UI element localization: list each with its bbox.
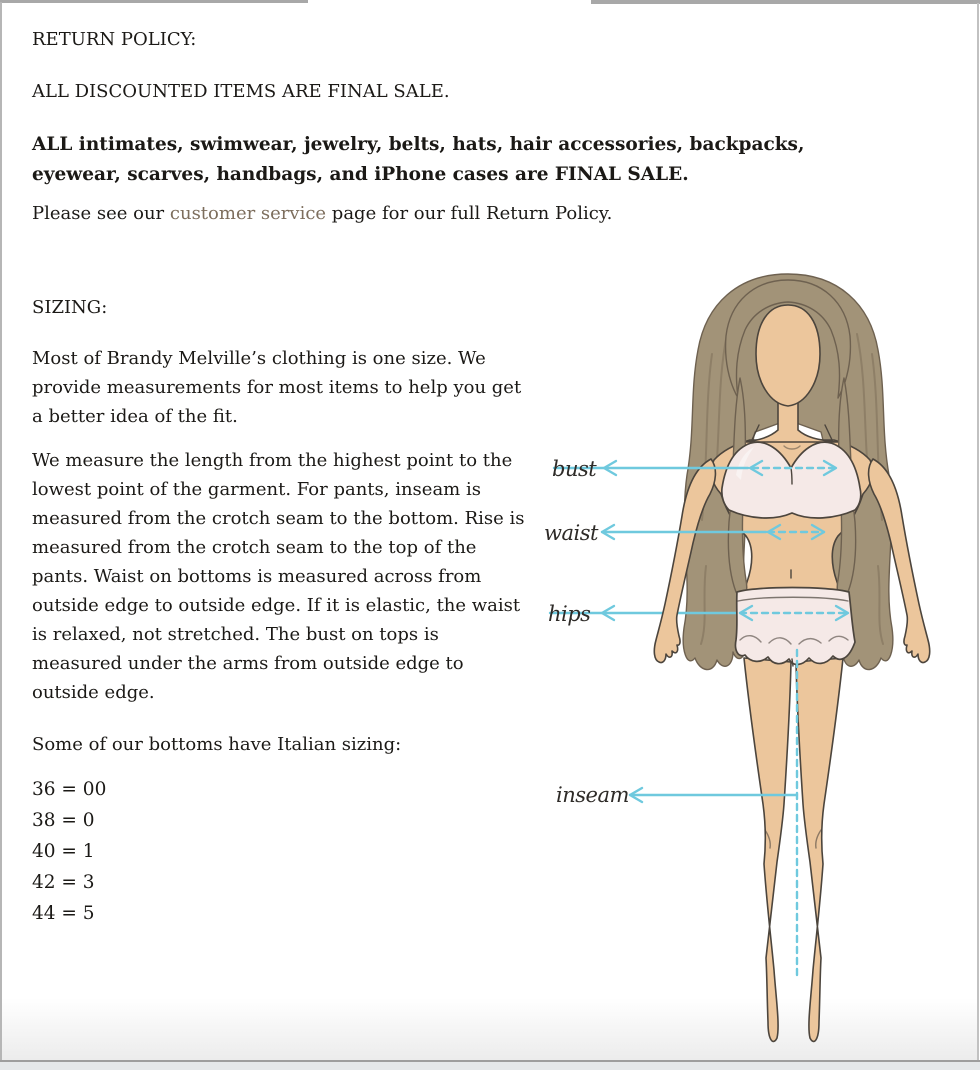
size-conversion-row: 40 = 1: [32, 841, 95, 862]
final-sale-notice: [32, 130, 948, 190]
sizing-diagram-illustration: [540, 270, 980, 1070]
italian-sizing-intro: Some of our bottoms have Italian sizing:: [32, 734, 402, 755]
discount-final-sale-line: ALL DISCOUNTED ITEMS ARE FINAL SALE.: [32, 81, 450, 102]
size-conversion-row: 44 = 5: [32, 903, 95, 924]
sizing-intro: Most of Brandy Melville’s clothing is one size. We provide measurements for most items to help you get a better idea of the fit.: [32, 348, 522, 427]
inseam-label: inseam: [556, 783, 629, 807]
size-conversion-row: 38 = 0: [32, 810, 95, 831]
customer-service-line: [32, 202, 948, 226]
final-sale-notice-line1: ALL intimates, swimwear, jewelry, belts, hats, hair accessories, backpacks,: [32, 134, 805, 155]
sizing-heading: SIZING:: [32, 297, 108, 318]
final-sale-notice-line2: eyewear, scarves, handbags, and iPhone cases are FINAL SALE.: [32, 164, 689, 185]
bust-label: bust: [552, 457, 597, 481]
size-conversion-list: [32, 774, 532, 929]
customer-service-link[interactable]: customer service: [169, 203, 327, 224]
sizing-measurement-details: We measure the length from the highest point to the lowest point of the garment. For pants, inseam is measured from the crotch seam to the bottom. Rise is measured from the crotch seam to the top of the pants. Waist on bottoms is measured across from outside edge to outside edge. If it is elastic, the waist is relaxed, not stretched. The bust on tops is measured under the arms from outside edge to outside edge.: [32, 450, 525, 703]
window-edge-top-left: [0, 0, 308, 3]
hips-label: hips: [548, 602, 591, 626]
return-policy-heading: RETURN POLICY:: [32, 29, 197, 50]
size-conversion-row: 36 = 00: [32, 779, 107, 800]
customer-service-suffix: page for our full Return Policy.: [326, 203, 613, 224]
customer-service-prefix: Please see our: [32, 203, 170, 224]
page-border-left: [0, 2, 2, 1061]
figure-right-leg: [796, 658, 843, 1041]
figure-shorts: [735, 588, 855, 667]
window-edge-top-right: [591, 0, 980, 4]
figure-face: [756, 305, 820, 406]
waist-label: waist: [544, 521, 598, 545]
size-conversion-row: 42 = 3: [32, 872, 95, 893]
sizing-text-column: [32, 344, 532, 929]
below-page-strip: [0, 1062, 980, 1070]
figure-left-leg: [744, 658, 791, 1041]
